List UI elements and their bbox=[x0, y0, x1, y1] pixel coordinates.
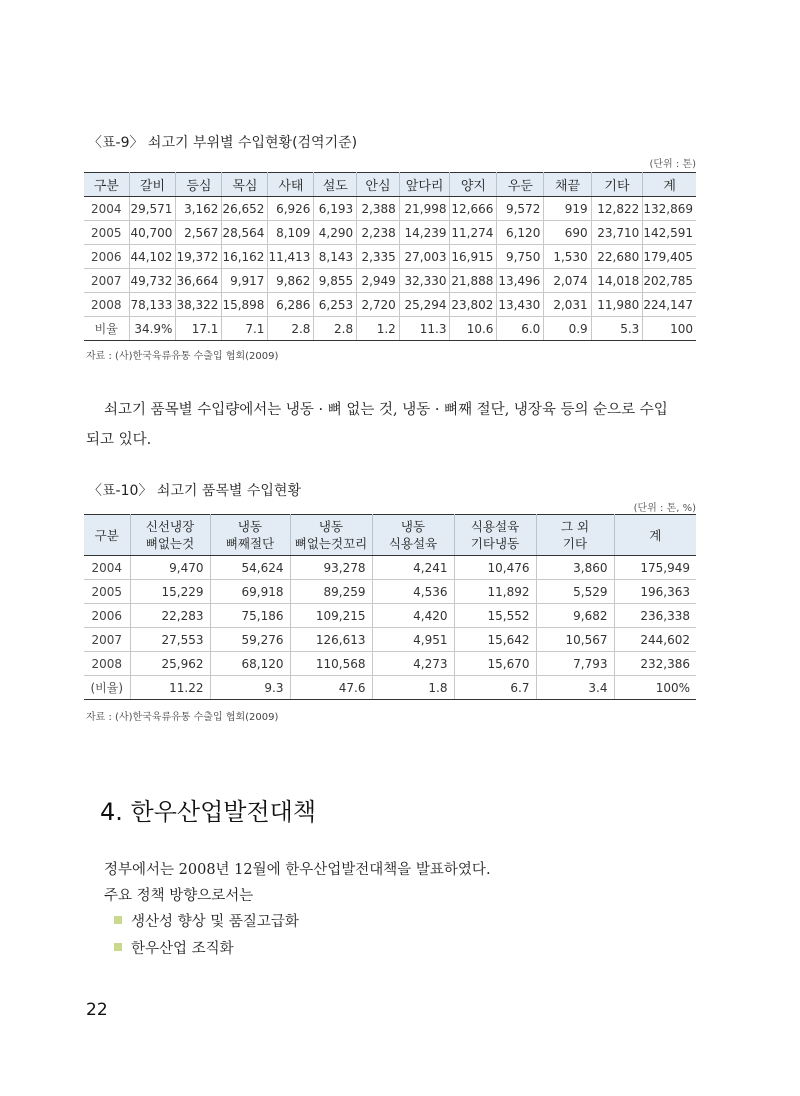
table9-cell: 5.3 bbox=[591, 317, 643, 341]
table9-row bbox=[84, 221, 696, 245]
table9-cell: 1.2 bbox=[357, 317, 400, 341]
table9-cell: 28,564 bbox=[222, 221, 268, 245]
table9-source: 자료 : (사)한국육류유통 수출입 협회(2009) bbox=[86, 351, 279, 362]
table9-cell: 15,898 bbox=[222, 293, 268, 317]
table9-cell: 690 bbox=[544, 221, 591, 245]
table9-row-label: 2007 bbox=[84, 269, 129, 293]
table9-cell: 25,294 bbox=[399, 293, 450, 317]
table9-header-cell: 양지 bbox=[450, 173, 497, 197]
table10-cell: 4,536 bbox=[372, 580, 454, 604]
table9 bbox=[84, 172, 696, 341]
table9-cell: 6,120 bbox=[497, 221, 544, 245]
table9-cell: 23,710 bbox=[591, 221, 643, 245]
table10-row-label: 2007 bbox=[84, 628, 130, 652]
table10-cell: 11.22 bbox=[130, 676, 210, 700]
table10-header-cell bbox=[130, 515, 210, 556]
table9-cell: 9,862 bbox=[268, 269, 314, 293]
table9-cell: 6,193 bbox=[314, 197, 357, 221]
table10-row-label: 2008 bbox=[84, 652, 130, 676]
table10-cell: 3,860 bbox=[536, 556, 614, 580]
table9-cell: 2,388 bbox=[357, 197, 400, 221]
bullet-square-icon bbox=[114, 916, 122, 924]
table9-row-label: 비율 bbox=[84, 317, 129, 341]
table10-cell: 75,186 bbox=[210, 604, 290, 628]
table9-cell: 10.6 bbox=[450, 317, 497, 341]
table9-cell: 2,567 bbox=[176, 221, 222, 245]
table9-cell: 17.1 bbox=[176, 317, 222, 341]
table9-cell: 27,003 bbox=[399, 245, 450, 269]
table10-cell: 232,386 bbox=[614, 652, 696, 676]
paragraph-line-1: 쇠고기 품목별 수입량에서는 냉동 · 뼈 없는 것, 냉동 · 뼈째 절단, 냉장육 등의 순으로 수입 bbox=[104, 402, 668, 418]
table9-cell: 23,802 bbox=[450, 293, 497, 317]
table10-row bbox=[84, 604, 696, 628]
table9-row-label: 2008 bbox=[84, 293, 129, 317]
table9-cell: 7.1 bbox=[222, 317, 268, 341]
table9-cell: 6,286 bbox=[268, 293, 314, 317]
table9-cell: 0.9 bbox=[544, 317, 591, 341]
bullet-item-1 bbox=[114, 910, 299, 931]
table10-cell: 47.6 bbox=[290, 676, 372, 700]
table9-header-cell: 목심 bbox=[222, 173, 268, 197]
table9-cell: 21,998 bbox=[399, 197, 450, 221]
table9-cell: 179,405 bbox=[643, 245, 696, 269]
table10-cell: 196,363 bbox=[614, 580, 696, 604]
table9-cell: 16,915 bbox=[450, 245, 497, 269]
table10-cell: 100% bbox=[614, 676, 696, 700]
table9-header-cell: 등심 bbox=[176, 173, 222, 197]
table9-cell: 2,031 bbox=[544, 293, 591, 317]
table9-cell: 2,949 bbox=[357, 269, 400, 293]
table10-header-line2: 기타냉동 bbox=[470, 536, 520, 551]
table10-header-line2: 뼈없는것 bbox=[145, 536, 195, 551]
table9-cell: 16,162 bbox=[222, 245, 268, 269]
table9-cell: 11,274 bbox=[450, 221, 497, 245]
table9-cell: 14,239 bbox=[399, 221, 450, 245]
table10-source: 자료 : (사)한국육류유통 수출입 협회(2009) bbox=[86, 712, 279, 723]
table10-header-line1: 냉동 bbox=[318, 519, 344, 534]
table10-cell: 5,529 bbox=[536, 580, 614, 604]
table9-unit: (단위 : 톤) bbox=[649, 159, 696, 170]
table9-cell: 11,413 bbox=[268, 245, 314, 269]
table9-cell: 202,785 bbox=[643, 269, 696, 293]
page-number: 22 bbox=[86, 1000, 108, 1020]
table9-cell: 13,430 bbox=[497, 293, 544, 317]
table10-header-cell bbox=[84, 515, 130, 556]
table9-cell: 44,102 bbox=[129, 245, 176, 269]
table10-cell: 1.8 bbox=[372, 676, 454, 700]
table9-cell: 13,496 bbox=[497, 269, 544, 293]
table9-cell: 9,917 bbox=[222, 269, 268, 293]
table9-cell: 9,572 bbox=[497, 197, 544, 221]
table10-cell: 25,962 bbox=[130, 652, 210, 676]
table9-row bbox=[84, 317, 696, 341]
table10-cell: 126,613 bbox=[290, 628, 372, 652]
table9-header-cell: 사태 bbox=[268, 173, 314, 197]
table9-cell: 8,143 bbox=[314, 245, 357, 269]
table10-header-line1: 냉동 bbox=[400, 519, 426, 534]
table10-header-line1: 식용설육 bbox=[470, 519, 520, 534]
table9-cell: 919 bbox=[544, 197, 591, 221]
table9-cell: 40,700 bbox=[129, 221, 176, 245]
table9-cell: 11.3 bbox=[399, 317, 450, 341]
table10-row bbox=[84, 580, 696, 604]
table9-header-cell: 설도 bbox=[314, 173, 357, 197]
table10-cell: 59,276 bbox=[210, 628, 290, 652]
table10-cell: 10,567 bbox=[536, 628, 614, 652]
table9-cell: 1,530 bbox=[544, 245, 591, 269]
bullet-square-icon bbox=[114, 943, 122, 951]
table9-cell: 132,869 bbox=[643, 197, 696, 221]
table10-cell: 93,278 bbox=[290, 556, 372, 580]
section-line-1: 정부에서는 2008년 12월에 한우산업발전대책을 발표하였다. bbox=[104, 862, 491, 878]
table10-header-cell bbox=[454, 515, 536, 556]
table9-header-cell: 안심 bbox=[357, 173, 400, 197]
table9-row-label: 2006 bbox=[84, 245, 129, 269]
table10-header-cell bbox=[372, 515, 454, 556]
table9-header-cell: 채끝 bbox=[544, 173, 591, 197]
table9-header-cell: 기타 bbox=[591, 173, 643, 197]
table9-row bbox=[84, 197, 696, 221]
table10-cell: 109,215 bbox=[290, 604, 372, 628]
table9-cell: 14,018 bbox=[591, 269, 643, 293]
table10-row-label: 2004 bbox=[84, 556, 130, 580]
table10-cell: 27,553 bbox=[130, 628, 210, 652]
table10-cell: 54,624 bbox=[210, 556, 290, 580]
table10-cell: 4,241 bbox=[372, 556, 454, 580]
table10-cell: 9.3 bbox=[210, 676, 290, 700]
table9-cell: 78,133 bbox=[129, 293, 176, 317]
table10-row-label: 2006 bbox=[84, 604, 130, 628]
table10-cell: 4,420 bbox=[372, 604, 454, 628]
table10-header-line1: 구분 bbox=[94, 527, 119, 543]
table9-header-cell: 구분 bbox=[84, 173, 129, 197]
table9-cell: 11,980 bbox=[591, 293, 643, 317]
table9-cell: 2,335 bbox=[357, 245, 400, 269]
table10-header-line2: 뼈째절단 bbox=[225, 536, 275, 551]
table10-row bbox=[84, 676, 696, 700]
table10-cell: 69,918 bbox=[210, 580, 290, 604]
table10-cell: 10,476 bbox=[454, 556, 536, 580]
table10-header-line1: 그 외 bbox=[560, 519, 590, 534]
table10-cell: 9,682 bbox=[536, 604, 614, 628]
table9-cell: 12,822 bbox=[591, 197, 643, 221]
table9-cell: 32,330 bbox=[399, 269, 450, 293]
table10 bbox=[84, 514, 696, 700]
table10-cell: 110,568 bbox=[290, 652, 372, 676]
table10-row bbox=[84, 652, 696, 676]
table9-cell: 19,372 bbox=[176, 245, 222, 269]
table9-cell: 38,322 bbox=[176, 293, 222, 317]
bullet-text-2: 한우산업 조직화 bbox=[131, 941, 234, 957]
table10-cell: 3.4 bbox=[536, 676, 614, 700]
table9-cell: 29,571 bbox=[129, 197, 176, 221]
table10-cell: 6.7 bbox=[454, 676, 536, 700]
table10-row-label: (비율) bbox=[84, 676, 130, 700]
section-line-2: 주요 정책 방향으로서는 bbox=[104, 888, 254, 904]
bullet-text-1: 생산성 향상 및 품질고급화 bbox=[131, 914, 299, 930]
table9-row-label: 2005 bbox=[84, 221, 129, 245]
table9-row bbox=[84, 245, 696, 269]
table10-unit: (단위 : 톤, %) bbox=[633, 503, 696, 514]
table9-cell: 2.8 bbox=[268, 317, 314, 341]
table10-cell: 15,552 bbox=[454, 604, 536, 628]
table9-cell: 142,591 bbox=[643, 221, 696, 245]
table9-cell: 4,290 bbox=[314, 221, 357, 245]
table9-caption: 〈표-9〉 쇠고기 부위별 수입현황(검역기준) bbox=[88, 135, 358, 151]
table10-cell: 7,793 bbox=[536, 652, 614, 676]
table9-cell: 6,253 bbox=[314, 293, 357, 317]
table9-cell: 9,855 bbox=[314, 269, 357, 293]
table10-cell: 89,259 bbox=[290, 580, 372, 604]
table10-header-cell bbox=[290, 515, 372, 556]
table9-row-label: 2004 bbox=[84, 197, 129, 221]
table9-cell: 9,750 bbox=[497, 245, 544, 269]
table9-cell: 2,238 bbox=[357, 221, 400, 245]
table10-cell: 15,670 bbox=[454, 652, 536, 676]
table9-cell: 2,074 bbox=[544, 269, 591, 293]
table10-row bbox=[84, 556, 696, 580]
bullet-item-2 bbox=[114, 937, 234, 958]
table10-cell: 22,283 bbox=[130, 604, 210, 628]
table9-cell: 8,109 bbox=[268, 221, 314, 245]
table10-header-line2: 식용설육 bbox=[388, 536, 438, 551]
table10-row bbox=[84, 628, 696, 652]
table10-cell: 15,229 bbox=[130, 580, 210, 604]
table10-header-cell bbox=[210, 515, 290, 556]
table9-row bbox=[84, 293, 696, 317]
table10-cell: 4,951 bbox=[372, 628, 454, 652]
table9-cell: 34.9% bbox=[129, 317, 176, 341]
table10-row-label: 2005 bbox=[84, 580, 130, 604]
table10-cell: 9,470 bbox=[130, 556, 210, 580]
table10-header-line2: 뼈없는것꼬리 bbox=[294, 536, 368, 551]
table9-cell: 22,680 bbox=[591, 245, 643, 269]
table10-cell: 244,602 bbox=[614, 628, 696, 652]
table10-header-line1: 계 bbox=[649, 527, 662, 543]
table9-header-cell: 갈비 bbox=[129, 173, 176, 197]
table10-cell: 15,642 bbox=[454, 628, 536, 652]
table10-cell: 68,120 bbox=[210, 652, 290, 676]
section-title: 4. 한우산업발전대책 bbox=[100, 798, 316, 826]
table9-cell: 26,652 bbox=[222, 197, 268, 221]
table10-caption: 〈표-10〉 쇠고기 품목별 수입현황 bbox=[88, 483, 301, 499]
table9-cell: 2,720 bbox=[357, 293, 400, 317]
table9-header-cell: 우둔 bbox=[497, 173, 544, 197]
table9-cell: 6,926 bbox=[268, 197, 314, 221]
table9-header-cell: 계 bbox=[643, 173, 696, 197]
table9-header-cell: 앞다리 bbox=[399, 173, 450, 197]
table9-row bbox=[84, 269, 696, 293]
table9-cell: 224,147 bbox=[643, 293, 696, 317]
table9-cell: 12,666 bbox=[450, 197, 497, 221]
table9-cell: 49,732 bbox=[129, 269, 176, 293]
table10-cell: 236,338 bbox=[614, 604, 696, 628]
paragraph-line-2: 되고 있다. bbox=[86, 432, 152, 448]
table10-header-cell bbox=[614, 515, 696, 556]
table9-cell: 2.8 bbox=[314, 317, 357, 341]
table10-header-line2: 기타 bbox=[562, 536, 588, 551]
table10-cell: 175,949 bbox=[614, 556, 696, 580]
table9-cell: 100 bbox=[643, 317, 696, 341]
table9-cell: 21,888 bbox=[450, 269, 497, 293]
table10-header-line1: 냉동 bbox=[237, 519, 263, 534]
table9-cell: 3,162 bbox=[176, 197, 222, 221]
table10-header-line1: 신선냉장 bbox=[145, 519, 195, 534]
table10-header-cell bbox=[536, 515, 614, 556]
table10-cell: 4,273 bbox=[372, 652, 454, 676]
table9-cell: 6.0 bbox=[497, 317, 544, 341]
table10-cell: 11,892 bbox=[454, 580, 536, 604]
table9-cell: 36,664 bbox=[176, 269, 222, 293]
